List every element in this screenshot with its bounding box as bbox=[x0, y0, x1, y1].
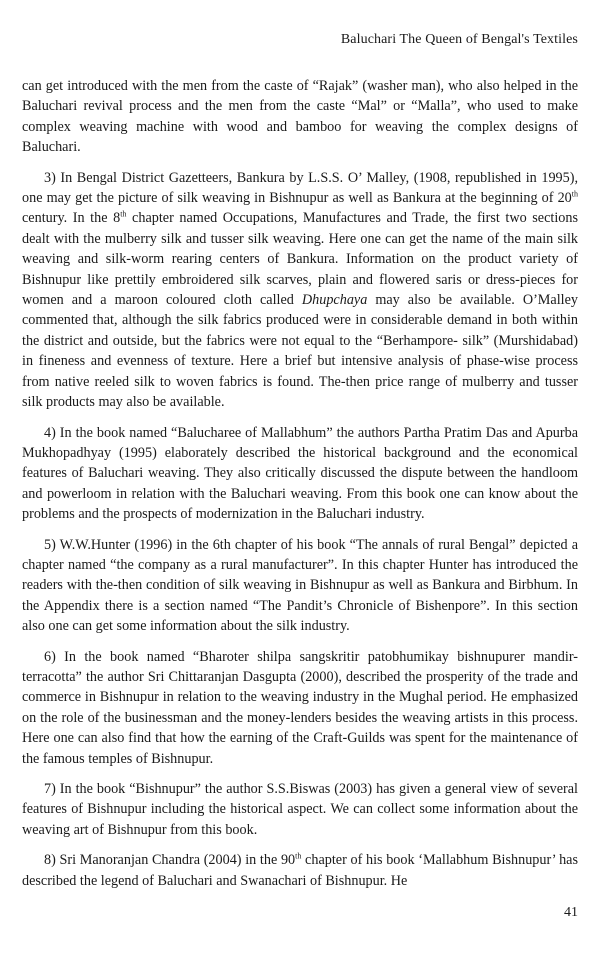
text-run: may also be available. O’Malley commented that, although the silk fabrics produced were in considerable demand in both within the district and outside, but the fabrics were not equal to the “Berhampore- silk” (Murshidabad) in fineness and evenness of texture. Here a brief but intensive analysis of phase-wise process from native reeled silk to woven fabrics is found. The-then price range of mulberry and tusser silk products may also be available. bbox=[22, 292, 578, 411]
paragraph-continuation: can get introduced with the men from the caste of “Rajak” (washer man), who also helped in the Baluchari revival process and the men from the caste “Mal” or “Malla”, who used to make complex weaving machine with wood and bamboo for weaving the complex designs of Baluchari. bbox=[22, 78, 578, 156]
italic-term: Dhupchaya bbox=[301, 292, 368, 309]
paragraph-biswas: 7) In the book “Bishnupur” the author S.S.Biswas (2003) has given a general view of several features of Bishnupur including the historical aspect. We can collect some information about the weaving art of Bishnupur from this book. bbox=[22, 781, 578, 838]
superscript: th bbox=[295, 851, 302, 861]
text-run: century. In the 8 bbox=[22, 210, 121, 227]
text-run: 8) Sri Manoranjan Chandra (2004) in the 90 bbox=[44, 852, 296, 869]
paragraph-dasgupta: 6) In the book named “Bharoter shilpa sangskritir patobhumikay bishnupurer mandir- terracotta” the author Sri Chittaranjan Dasgupta (2000), described the prosperity of the trade and commerce in Bishnupur in relation to the weaving industry in the Mughal period. He emphasized on the role of the businessman and the money-lenders besides the weaving artists in this process. Here one can also find that how the earning of the Craft-Guilds was spent for the maintenance of the famous temples of Bishnupur. bbox=[22, 648, 578, 767]
running-header: Baluchari The Queen of Bengal's Textiles bbox=[340, 32, 578, 47]
paragraph-chandra bbox=[22, 850, 578, 891]
superscript: th bbox=[571, 189, 578, 199]
paragraph-hunter: 5) W.W.Hunter (1996) in the 6th chapter of his book “The annals of rural Bengal” depicted a chapter named “the company as a rural manufacturer”. In this chapter Hunter has introduced the readers with the-then condition of silk weaving in Bishnupur as well as Bankura and Birbhum. In the Appendix there is a section named “The Pandit’s Chronicle of Bishenpore”. In this section also one can get some information about the silk industry. bbox=[22, 536, 578, 635]
paragraph-gazetteers bbox=[22, 168, 578, 413]
paragraph-balucharee: 4) In the book named “Balucharee of Mallabhum” the authors Partha Pratim Das and Apurba Mukhopadhyay (1995) elaborately described the historical background and the economical features of Baluchari weaving. They also critically discussed the dispute between the handloom and powerloom in relation with the Baluchari weaving. From this book one can know about the problems and the prospects of modernization in the Baluchari industry. bbox=[22, 424, 578, 523]
page-number: 41 bbox=[564, 905, 578, 920]
body-text bbox=[22, 76, 578, 901]
superscript: th bbox=[120, 209, 127, 219]
text-run: chapter of his book ‘Mallabhum Bishnupur’ has described the legend of Baluchari and Swanachari of Bishnupur. He bbox=[22, 852, 578, 889]
text-run: 3) In Bengal District Gazetteers, Bankura by L.S.S. O’ Malley, (1908, republished in 1995), one may get the picture of silk weaving in Bishnupur as well as Bankura at the beginning of 20 bbox=[22, 169, 578, 207]
text-run: chapter named Occupations, Manufactures and Trade, the first two sections dealt with the mulberry silk and tusser silk weaving. Here one can get the name of the main silk weaving and silk-worm rearing centers of Bankura. Information on the product variety of Bishnupur like prettily embroidered silk scarves, plain and flowered saris or dress-pieces for women and a maroon coloured cloth called bbox=[22, 210, 578, 309]
